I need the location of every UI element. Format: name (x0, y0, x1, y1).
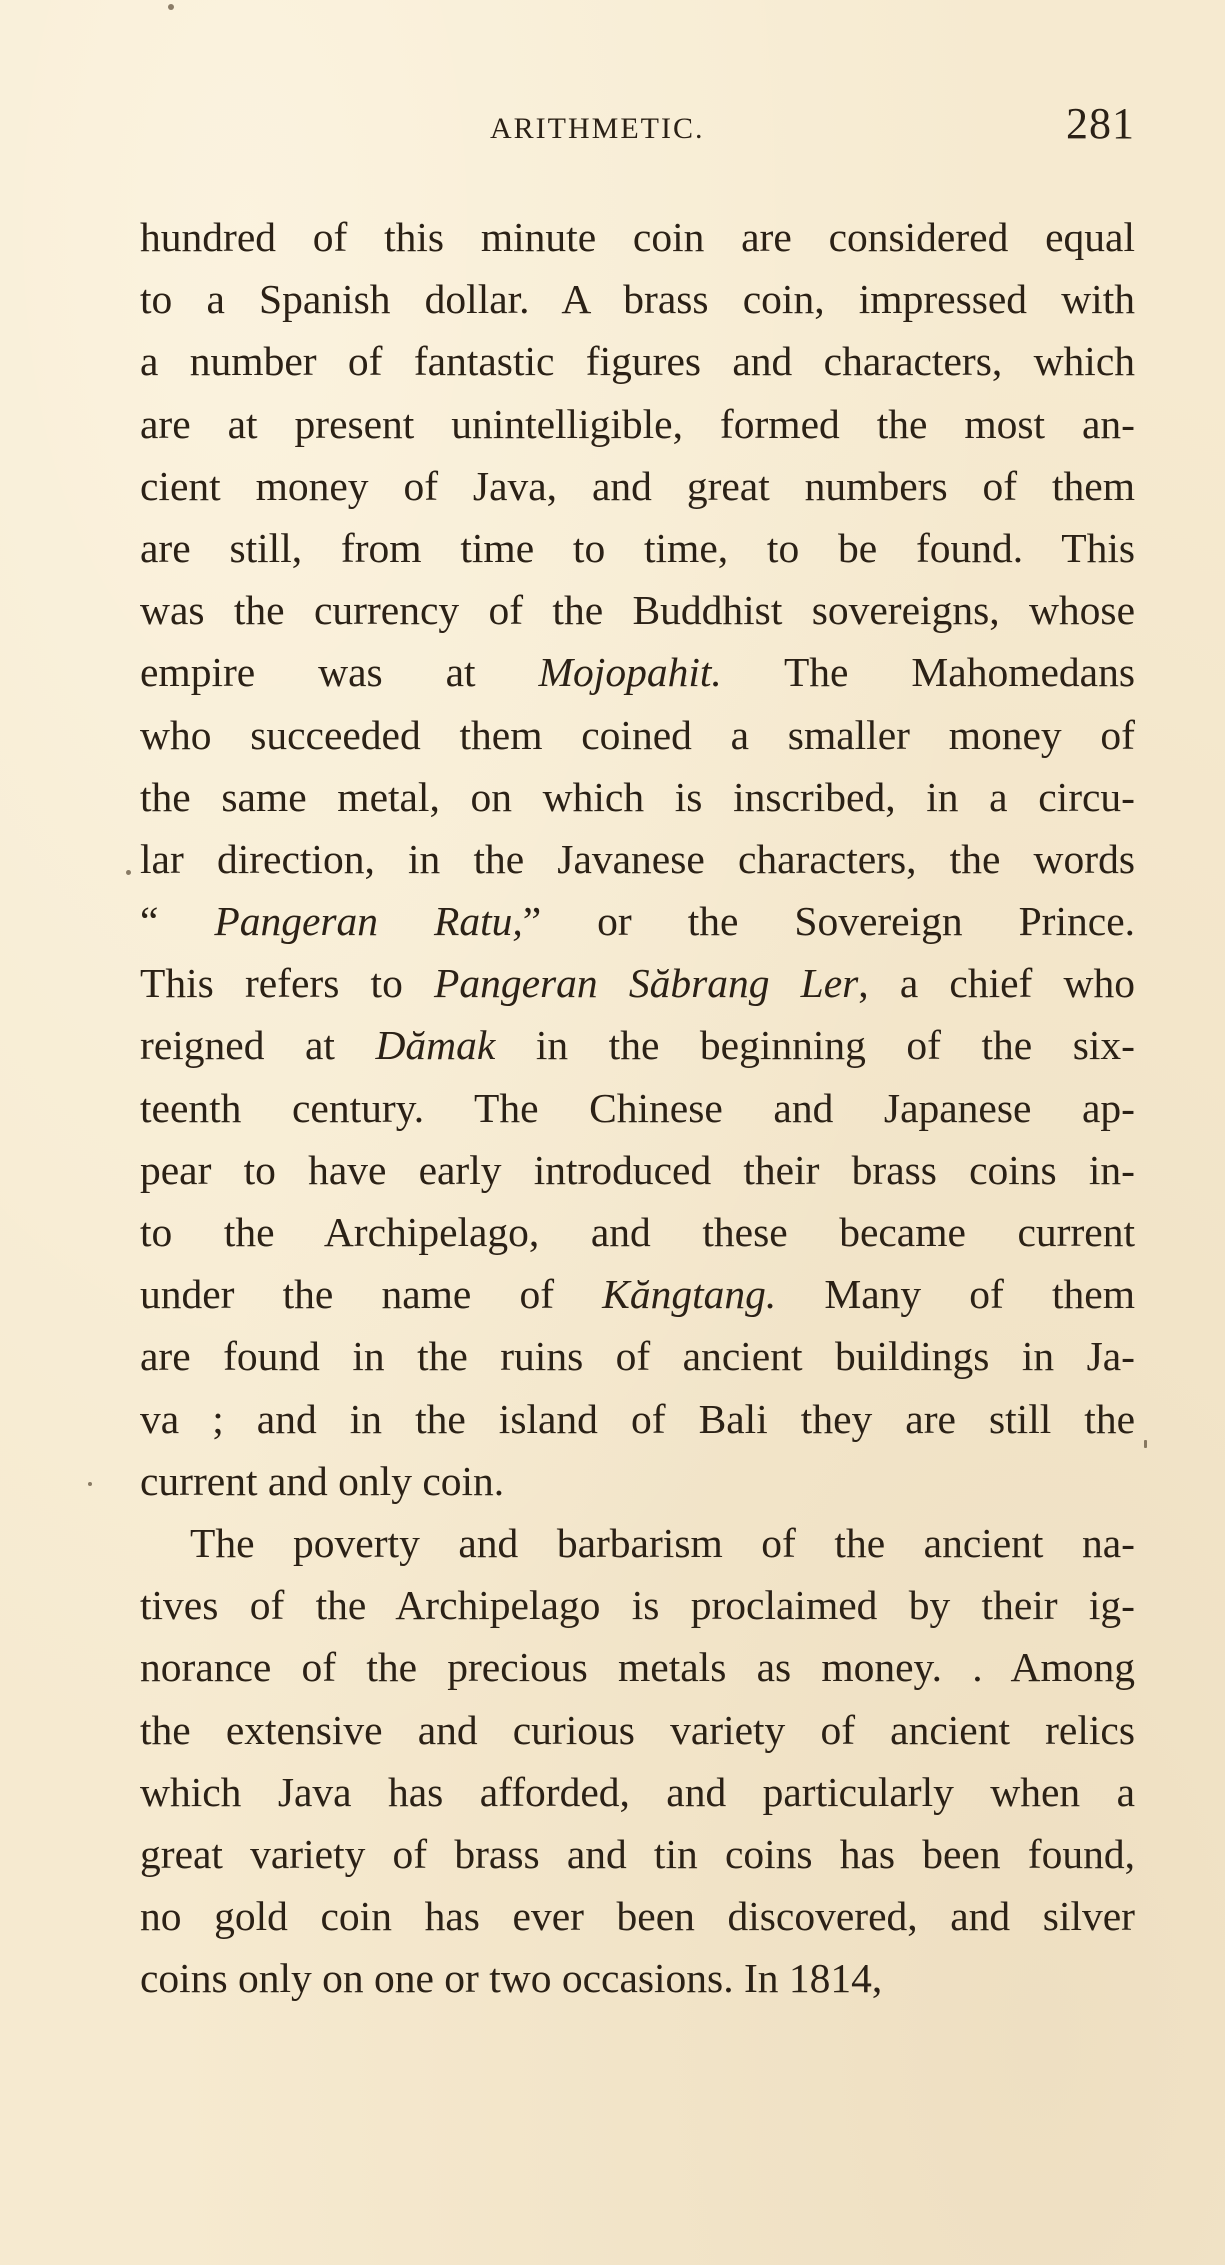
scan-speck (168, 4, 174, 10)
text-line (140, 1761, 1135, 1823)
text-run: This refers to (140, 960, 434, 1007)
text-line (140, 455, 1135, 517)
text-line (140, 890, 1135, 952)
text-run: pear to have early introduced their brass coins in- (140, 1146, 1135, 1193)
italic-term: Pangeran Ratu, (214, 898, 523, 945)
text-run: was the currency of the Buddhist sovereigns, whose (140, 587, 1135, 634)
running-head: ARITHMETIC. (490, 112, 705, 145)
text-line (140, 1823, 1135, 1885)
text-line (140, 1574, 1135, 1636)
text-line (140, 641, 1135, 703)
text-line (140, 517, 1135, 579)
text-run: va ; and in the island of Bali they are still the (140, 1395, 1135, 1442)
text-run: to a Spanish dollar. A brass coin, impressed with (140, 276, 1135, 323)
text-line (140, 1388, 1135, 1450)
italic-term: Kăngtang. (602, 1271, 777, 1318)
text-run: tives of the Archipelago is proclaimed by their ig- (140, 1582, 1135, 1629)
text-run: current and only coin. (140, 1457, 505, 1504)
text-line (140, 206, 1135, 268)
paragraph (140, 1512, 1135, 2010)
text-line (140, 1512, 1135, 1574)
text-line (140, 1014, 1135, 1076)
text-line (140, 1699, 1135, 1761)
text-run: the same metal, on which is inscribed, in a circu- (140, 773, 1135, 820)
body-text (140, 206, 1135, 2009)
text-run: Many of them (776, 1271, 1135, 1318)
text-run: are found in the ruins of ancient buildings in Ja- (140, 1333, 1135, 1380)
text-run: lar direction, in the Javanese characters, the words (140, 835, 1135, 882)
page-number: 281 (1066, 99, 1135, 148)
scan-speck (126, 870, 131, 875)
page-header (140, 94, 1135, 154)
text-run: teenth century. The Chinese and Japanese ap- (140, 1084, 1135, 1131)
text-run: The poverty and barbarism of the ancient na- (190, 1519, 1135, 1566)
text-line (140, 704, 1135, 766)
text-run: are still, from time to time, to be found. This (140, 524, 1135, 571)
text-run: empire was at (140, 649, 539, 696)
text-line (140, 1947, 1135, 2009)
text-line (140, 1263, 1135, 1325)
text-run: , a chief who (858, 960, 1135, 1007)
scan-speck (1144, 1440, 1147, 1448)
text-run: are at present unintelligible, formed the most an- (140, 400, 1135, 447)
text-run: which Java has afforded, and particularly when a (140, 1768, 1135, 1815)
paragraph (140, 206, 1135, 1512)
text-line (140, 1139, 1135, 1201)
italic-term: Pangeran Săbrang Ler (434, 960, 859, 1007)
text-run: in the beginning of the six- (495, 1022, 1135, 1069)
text-run: reigned at (140, 1022, 376, 1069)
text-run: no gold coin has ever been discovered, and silver (140, 1893, 1135, 1940)
text-line (140, 1201, 1135, 1263)
text-run: under the name of (140, 1271, 603, 1318)
text-run: “ (140, 898, 215, 945)
text-line (140, 1450, 1135, 1512)
text-line (140, 1885, 1135, 1947)
text-run: a number of fantastic figures and characters, which (140, 338, 1135, 385)
text-line (140, 1636, 1135, 1698)
text-line (140, 268, 1135, 330)
text-line (140, 828, 1135, 890)
text-line (140, 330, 1135, 392)
text-run: great variety of brass and tin coins has been found, (140, 1830, 1135, 1877)
text-line (140, 393, 1135, 455)
text-run: The Mahomedans (721, 649, 1135, 696)
text-run: ” or the Sovereign Prince. (522, 898, 1135, 945)
text-run: to the Archipelago, and these became current (140, 1209, 1135, 1255)
text-run: cient money of Java, and great numbers of them (140, 462, 1135, 509)
text-line (140, 1077, 1135, 1139)
text-run: the extensive and curious variety of ancient relics (140, 1706, 1135, 1753)
text-line (140, 579, 1135, 641)
scan-speck (88, 1482, 92, 1486)
text-line (140, 766, 1135, 828)
italic-term: Dămak (375, 1022, 496, 1069)
text-run: coins only on one or two occasions. In 1814, (140, 1955, 883, 2002)
text-run: norance of the precious metals as money. . Among (140, 1644, 1135, 1691)
italic-term: Mojopahit. (538, 649, 722, 696)
text-run: who succeeded them coined a smaller money of (140, 711, 1135, 758)
text-run: hundred of this minute coin are considered equal (140, 214, 1135, 260)
text-line (140, 952, 1135, 1014)
text-line (140, 1325, 1135, 1387)
